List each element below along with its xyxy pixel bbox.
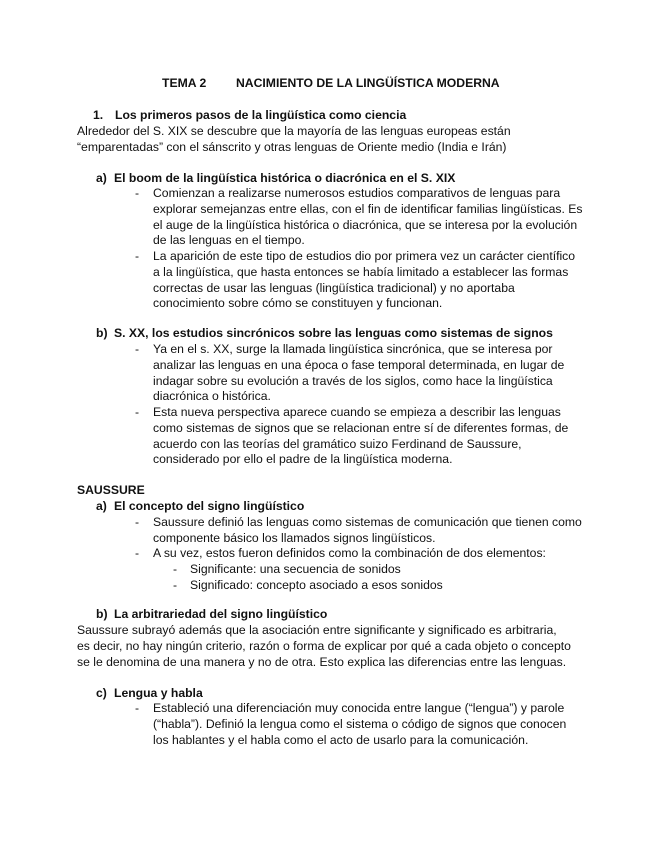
subsection-b-heading bbox=[96, 326, 553, 340]
section-1-intro: Alrededor del S. XIX se descubre que la mayoría de las lenguas europeas están “emparentadas” con el sánscrito y otras lenguas de Oriente medio (India e Irán) bbox=[77, 124, 511, 154]
saussure-c-title: Lengua y habla bbox=[114, 686, 203, 700]
saussure-a-bullet-1 bbox=[135, 515, 583, 547]
saussure-b-heading bbox=[96, 607, 327, 621]
subbullet-text: Significante: una secuencia de sonidos bbox=[190, 562, 401, 576]
subsection-b-bullet-1 bbox=[135, 342, 583, 405]
tema-label: TEMA 2 bbox=[162, 76, 207, 90]
dash-marker: - bbox=[135, 546, 140, 560]
subsection-b-title: S. XX, los estudios sincrónicos sobre las lenguas como sistemas de signos bbox=[114, 326, 553, 340]
saussure-c-bullet-1 bbox=[135, 701, 583, 748]
saussure-a-subbullet-1 bbox=[173, 562, 573, 578]
dash-marker: - bbox=[173, 562, 178, 576]
dash-marker: - bbox=[135, 342, 140, 356]
subsection-a-heading bbox=[96, 171, 455, 185]
dash-marker: - bbox=[135, 249, 140, 263]
saussure-a-heading bbox=[96, 499, 304, 513]
saussure-c-number: c) bbox=[96, 686, 107, 700]
saussure-a-title: El concepto del signo lingüístico bbox=[114, 499, 305, 513]
subsection-a-bullet-2 bbox=[135, 249, 583, 312]
section-1-number: 1. bbox=[93, 108, 104, 122]
bullet-text: Saussure definió las lenguas como sistemas de comunicación que tienen como componente básico los llamados signos lingüísticos. bbox=[153, 515, 582, 545]
dash-marker: - bbox=[173, 578, 178, 592]
dash-marker: - bbox=[135, 515, 140, 529]
subsection-a-number: a) bbox=[96, 171, 107, 185]
saussure-c-heading bbox=[96, 686, 203, 700]
saussure-b-number: b) bbox=[96, 607, 108, 621]
bullet-text: Ya en el s. XX, surge la llamada lingüística sincrónica, que se interesa por analizar las lenguas en una época o fase temporal determinada, en lugar de indagar sobre su evolución a través de los siglos, como hace la lingüística diacrónica o histórica. bbox=[153, 342, 565, 404]
bullet-text: A su vez, estos fueron definidos como la combinación de dos elementos: bbox=[153, 546, 546, 560]
dash-marker: - bbox=[135, 186, 140, 200]
subsection-b-bullet-2 bbox=[135, 405, 583, 468]
subsection-b-number: b) bbox=[96, 326, 108, 340]
bullet-text: La aparición de este tipo de estudios dio por primera vez un carácter científico a la lingüística, que hasta entonces se había limitado a establecer las formas correctas de usar las lenguas (lingüística tradicional) y no aportaba conocimiento sobre cómo se constituyen y funcionan. bbox=[153, 249, 576, 311]
section-1-title: Los primeros pasos de la lingüística como ciencia bbox=[115, 108, 407, 122]
dash-marker: - bbox=[135, 701, 140, 715]
saussure-heading: SAUSSURE bbox=[77, 483, 145, 497]
tema-title: NACIMIENTO DE LA LINGÜÍSTICA MODERNA bbox=[236, 76, 500, 90]
saussure-b-title: La arbitrariedad del signo lingüístico bbox=[114, 607, 328, 621]
section-1-heading bbox=[93, 108, 406, 122]
bullet-text: Estableció una diferenciación muy conocida entre langue (“lengua”) y parole (“habla”). Definió la lengua como el sistema o código de signos que conocen los hablantes y el habla como el acto de usarlo para la comunicación. bbox=[153, 701, 567, 747]
subbullet-text: Significado: concepto asociado a esos sonidos bbox=[190, 578, 443, 592]
subsection-a-bullet-1 bbox=[135, 186, 583, 249]
bullet-text: Esta nueva perspectiva aparece cuando se empieza a describir las lenguas como sistemas de signos que se relacionan entre sí de diferentes formas, de acuerdo con las teorías del gramático suizo Ferdinand de Saussure, considerado por ello el padre de la lingüística moderna. bbox=[153, 405, 569, 467]
saussure-a-subbullet-2 bbox=[173, 578, 573, 594]
saussure-a-bullet-2 bbox=[135, 546, 583, 562]
saussure-a-number: a) bbox=[96, 499, 107, 513]
dash-marker: - bbox=[135, 405, 140, 419]
bullet-text: Comienzan a realizarse numerosos estudios comparativos de lenguas para explorar semejanzas entre ellas, con el fin de identificar familias lingüísticas. Es el auge de la lingüística histórica o diacrónica, que se interesa por la evolución de las lenguas en el tiempo. bbox=[153, 186, 583, 248]
subsection-a-title: El boom de la lingüística histórica o diacrónica en el S. XIX bbox=[114, 171, 456, 185]
saussure-b-text: Saussure subrayó además que la asociación entre significante y significado es arbitraria, es decir, no hay ningún criterio, razón o forma de explicar por qué a cada objeto o concepto se le denomina de una manera y no de otra. Esto explica las diferencias entre las lenguas. bbox=[77, 623, 571, 669]
